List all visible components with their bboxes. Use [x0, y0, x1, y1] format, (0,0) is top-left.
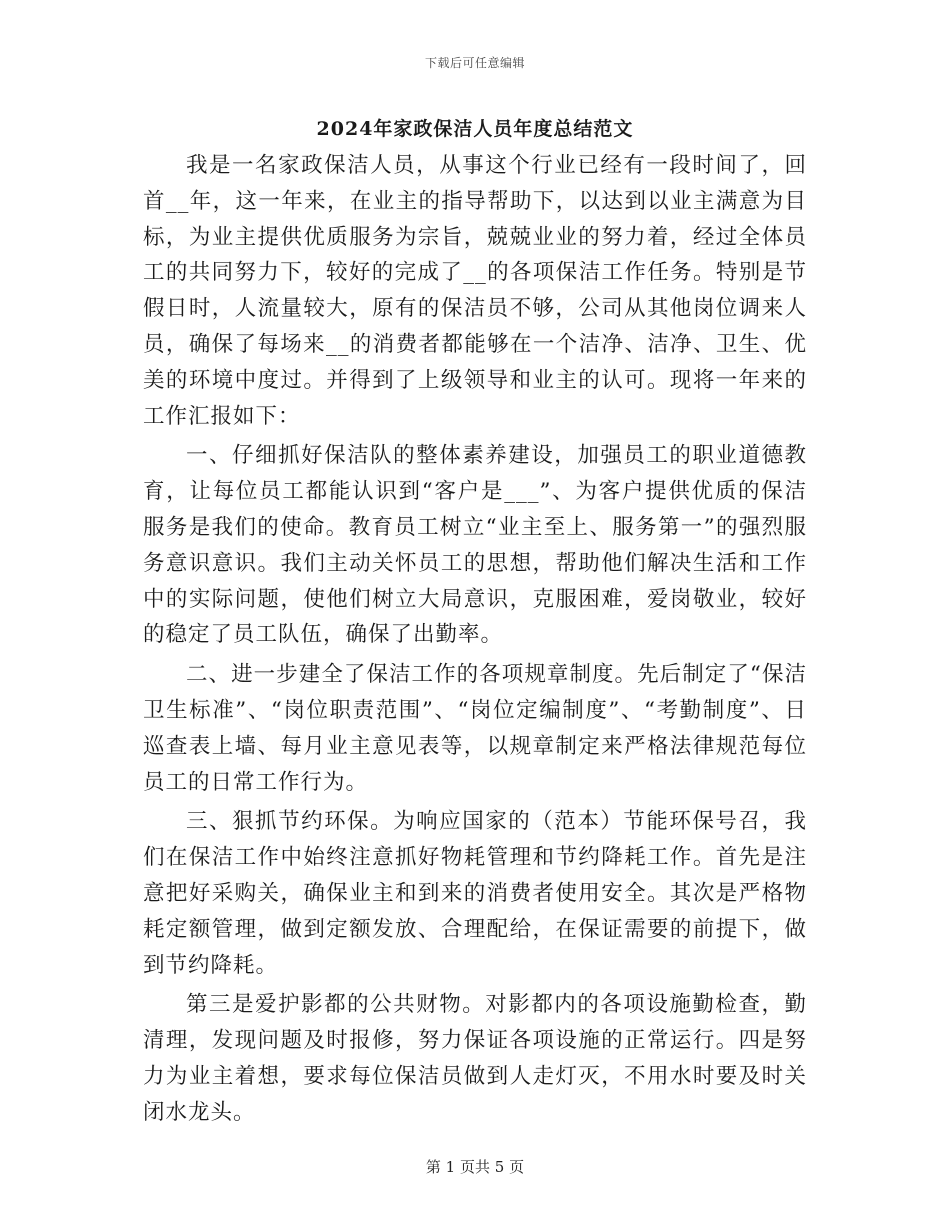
header-note: 下载后可任意编辑 [424, 56, 525, 70]
document-title: 2024年家政保洁人员年度总结范文 [316, 118, 634, 140]
paragraph-section-1: 一、仔细抓好保洁队的整体素养建设，加强员工的职业道德教育，让每位员工都能认识到“客户是___”、为客户提供优质的保洁服务是我们的使命。教育员工树立“业主至上、服务第一”的强烈服务意识意识。我们主动关怀员工的思想，帮助他们解决生活和工作中的实际问题，使他们树立大局意识，克服困难，爱岗敬业，较好的稳定了员工队伍，确保了出勤率。 [143, 443, 807, 648]
paragraph-section-2: 二、进一步建全了保洁工作的各项规章制度。先后制定了“保洁卫生标准”、“岗位职责范围”、“岗位定编制度”、“考勤制度”、日巡查表上墙、每月业主意见表等，以规章制定来严格法律规范每位员工的日常工作行为。 [143, 662, 807, 795]
paragraph-section-3: 三、狠抓节约环保。为响应国家的（范本）节能环保号召，我们在保洁工作中始终注意抓好物耗管理和节约降耗工作。首先是注意把好采购关，确保业主和到来的消费者使用安全。其次是严格物耗定额管理，做到定额发放、合理配给，在保证需要的前提下，做到节约降耗。 [143, 809, 807, 978]
paragraph-section-4: 第三是爱护影都的公共财物。对影都内的各项设施勤检查，勤清理，发现问题及时报修，努力保证各项设施的正常运行。四是努力为业主着想，要求每位保洁员做到人走灯灭，不用水时要及时关闭水龙头。 [143, 992, 807, 1125]
document-body [143, 148, 807, 1135]
page-number-footer: 第 1 页共 5 页 [425, 1158, 525, 1176]
paragraph-intro: 我是一名家政保洁人员，从事这个行业已经有一段时间了，回首__年，这一年来，在业主的指导帮助下，以达到以业主满意为目标，为业主提供优质服务为宗旨，兢兢业业的努力着，经过全体员工的共同努力下，较好的完成了__的各项保洁工作任务。特别是节假日时，人流量较大，原有的保洁员不够，公司从其他岗位调来人员，确保了每场来__的消费者都能够在一个洁净、洁净、卫生、优美的环境中度过。并得到了上级领导和业主的认可。现将一年来的工作汇报如下： [143, 153, 807, 429]
